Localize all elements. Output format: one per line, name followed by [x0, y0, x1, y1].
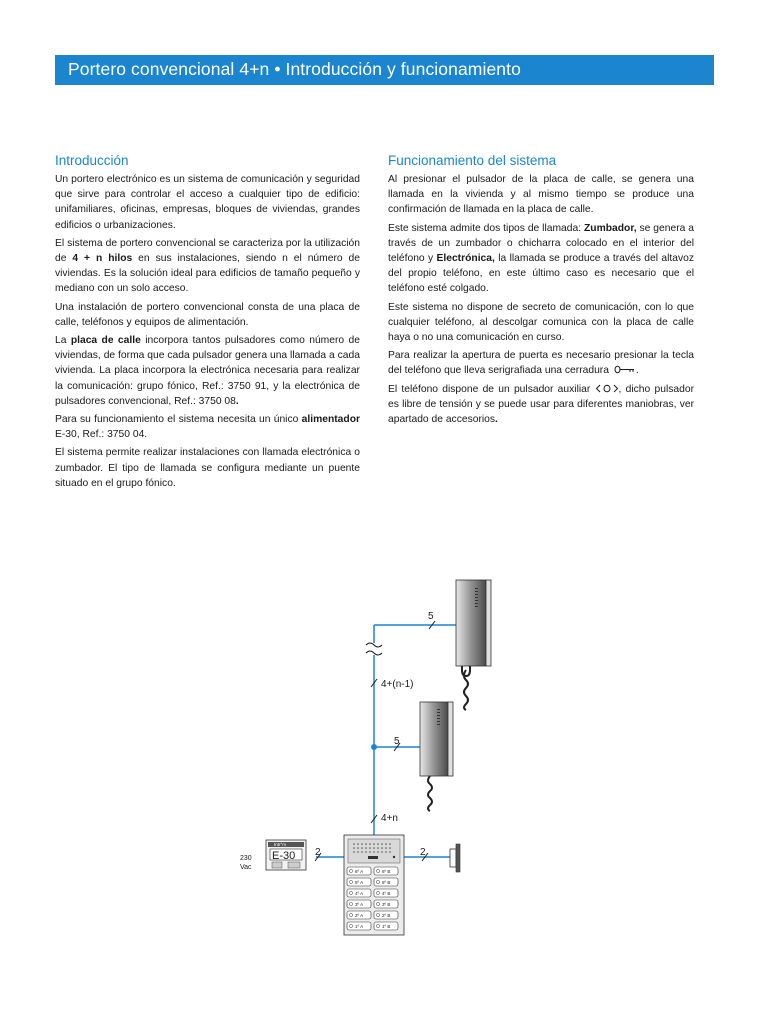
function-heading: Funcionamiento del sistema [388, 153, 557, 168]
intro-section [55, 152, 360, 494]
call-button [374, 922, 398, 930]
call-button [374, 900, 398, 908]
function-paragraph-4: Para realizar la apertura de puerta es necesario presionar la tecla del teléfono que lleva serigrafiada una cerradura . [388, 350, 694, 377]
wire-count-marks [315, 621, 435, 861]
intro-paragraph-5: Para su funcionamiento el sistema necesita un único alimentador E-30, Ref.: 3750 04. [55, 414, 360, 441]
function-paragraph-1: Al presionar el pulsador de la placa de calle, se genera una llamada en la vivienda y al mismo tiempo se produce una confirmación de llamada en la placa de calle. [388, 174, 694, 216]
call-button-label: 1º A [355, 924, 364, 929]
wire-label-bottom: 4+n [381, 813, 398, 824]
aux-button-icon [595, 384, 619, 393]
call-button [347, 922, 371, 930]
junction-dot [371, 744, 377, 750]
call-button [347, 900, 371, 908]
call-button [374, 889, 398, 897]
intro-paragraph-1: Un portero electrónico es un sistema de comunicación y seguridad que sirve para controlar el acceso a cualquier tipo de edificio: unifamiliares, oficinas, empresas, bloques de viviendas, grandes edificios o urbanizaciones. [55, 174, 360, 231]
phone-top [456, 580, 491, 710]
call-button-label: 4º B [382, 891, 391, 896]
call-button-label: 5º B [382, 880, 391, 885]
intro-paragraph-3: Una instalación de portero convencional consta de una placa de calle, teléfonos y equipos de alimentación. [55, 301, 360, 328]
mains-voltage: 230 [240, 855, 252, 862]
call-button-label: 3º A [355, 902, 364, 907]
call-button [347, 911, 371, 919]
wire-label-psu: 2 [315, 847, 321, 858]
intro-paragraph-2: El sistema de portero convencional se caracteriza por la utilización de 4 + n hilos en sus instalaciones, siendo n el número de viviendas. Es la solución ideal para edificios de tamaño pequeño y mediano con un solo acceso. [55, 237, 361, 295]
key-icon [614, 365, 636, 374]
mains-unit: Vac [240, 864, 252, 871]
psu-model: E-30 [272, 850, 296, 862]
wire-label-mid: 5 [394, 736, 400, 747]
wire-label-riser: 4+(n-1) [381, 679, 414, 690]
page-title: Portero convencional 4+n • Introducción y funcionamiento [68, 59, 521, 79]
intro-heading: Introducción [55, 153, 129, 168]
function-paragraph-5: El teléfono dispone de un pulsador auxiliar , dicho pulsador es libre de tensión y se puede usar para diferentes maniobras, ver apartado de accesorios. [388, 383, 694, 426]
call-button [374, 911, 398, 919]
call-button-label: 2º A [355, 913, 364, 918]
call-button-label: 2º B [382, 913, 391, 918]
call-button [374, 867, 398, 875]
wire-break-symbol [366, 643, 382, 655]
call-button-label: 3º B [382, 902, 391, 907]
call-button [374, 878, 398, 886]
call-button [347, 889, 371, 897]
power-supply-e30 [266, 840, 306, 870]
page-header [55, 55, 714, 85]
call-button-label: 6º B [382, 869, 391, 874]
call-button-label: 1º B [382, 924, 391, 929]
call-button [347, 878, 371, 886]
intro-paragraph-4: La placa de calle incorpora tantos pulsadores como número de viviendas, de forma que cada pulsador genera una llamada a cada vivienda. La placa incorpora la electrónica necesaria para realizar la comunicación: grupo fónico, Ref.: 3750 91, y la electrónica de pulsadores convencional, Ref.: 3750 08. [55, 335, 360, 407]
function-paragraph-3: Este sistema no dispone de secreto de comunicación, con lo que cualquier teléfono, al descolgar comunica con la placa de calle haya o no una comunicación en curso. [388, 301, 694, 344]
installation-diagram [230, 570, 730, 950]
call-button-label: 6º A [355, 869, 364, 874]
call-button [347, 867, 371, 875]
intro-paragraph-6: El sistema permite realizar instalaciones con llamada electrónica o zumbador. El tipo de llamada se configura mediante un puente situado en el grupo fónico. [55, 447, 360, 489]
wire-label-lock: 2 [420, 847, 426, 858]
psu-logo: Intr°m [274, 842, 287, 847]
wire-label-top: 5 [428, 611, 434, 622]
call-button-label: 5º A [355, 880, 364, 885]
function-paragraph-2: Este sistema admite dos tipos de llamada: Zumbador, se genera a través de un zumbador o chicharra colocado en el interior del teléfono y Electrónica, la llamada se produce a través del altavoz del propio teléfono, en este último caso es necesario que el teléfono esté colgado. [388, 222, 694, 295]
call-button-label: 4º A [355, 891, 364, 896]
door-lock [450, 844, 460, 872]
phone-middle [420, 702, 453, 811]
function-section [388, 152, 694, 430]
